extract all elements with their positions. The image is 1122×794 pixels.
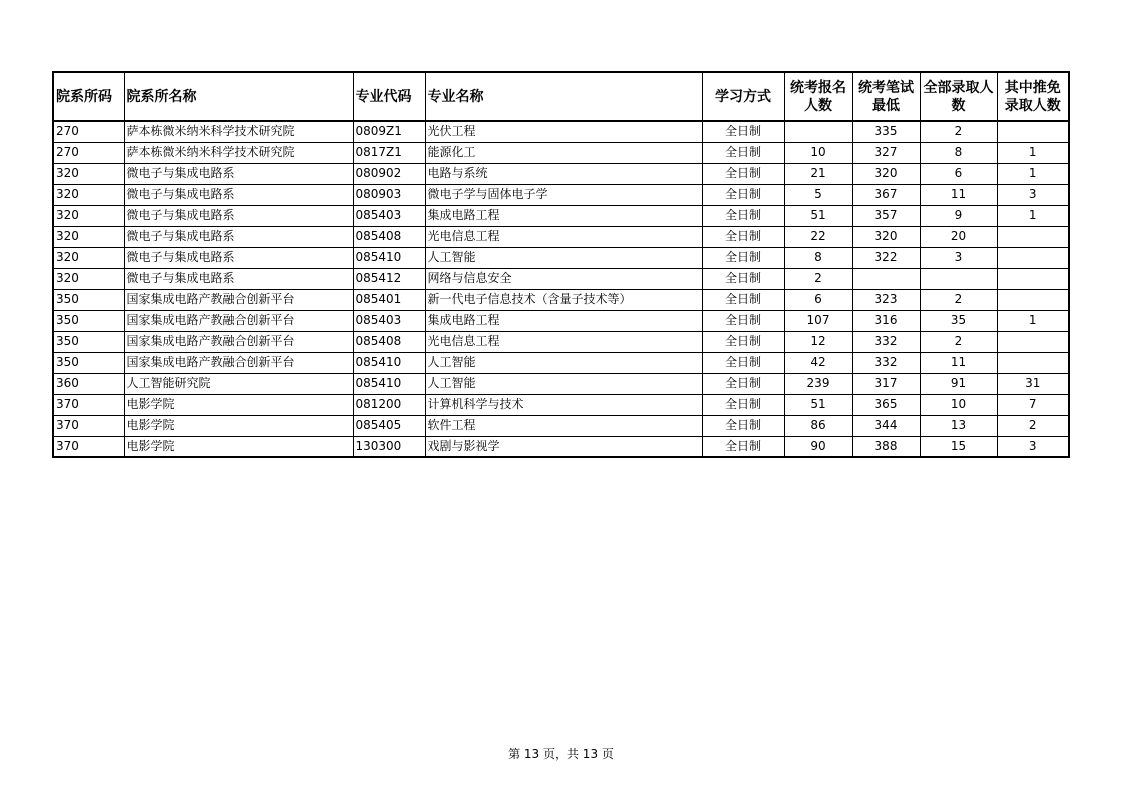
header-exempt: 其中推免录取人数: [997, 72, 1069, 121]
cell-study-mode: 全日制: [702, 394, 784, 415]
cell-dept-code: 360: [53, 373, 124, 394]
cell-min-score: 316: [852, 310, 920, 331]
cell-major-code: 080902: [353, 163, 425, 184]
table-row: [53, 184, 1069, 205]
cell-applicants: 2: [784, 268, 852, 289]
cell-study-mode: 全日制: [702, 226, 784, 247]
cell-exempt: 1: [997, 310, 1069, 331]
table-row: [53, 436, 1069, 457]
cell-major-name: 能源化工: [425, 142, 702, 163]
cell-major-code: 085410: [353, 247, 425, 268]
cell-major-code: 081200: [353, 394, 425, 415]
cell-admitted: 11: [920, 184, 997, 205]
cell-dept-code: 350: [53, 331, 124, 352]
cell-major-name: 戏剧与影视学: [425, 436, 702, 457]
table-body: [53, 121, 1069, 457]
cell-applicants: 90: [784, 436, 852, 457]
table-row: [53, 415, 1069, 436]
cell-major-name: 微电子学与固体电子学: [425, 184, 702, 205]
cell-min-score: [852, 268, 920, 289]
cell-applicants: 42: [784, 352, 852, 373]
cell-admitted: 2: [920, 121, 997, 142]
table-row: [53, 142, 1069, 163]
page-footer: 第 13 页，共 13 页: [508, 747, 614, 761]
cell-major-code: 130300: [353, 436, 425, 457]
table-header: [53, 72, 1069, 121]
cell-admitted: 35: [920, 310, 997, 331]
cell-exempt: 2: [997, 415, 1069, 436]
cell-major-code: 085405: [353, 415, 425, 436]
cell-dept-code: 320: [53, 163, 124, 184]
header-major-code: 专业代码: [353, 72, 425, 121]
cell-dept-code: 320: [53, 247, 124, 268]
cell-min-score: 320: [852, 226, 920, 247]
cell-dept-code: 350: [53, 289, 124, 310]
cell-exempt: 1: [997, 205, 1069, 226]
cell-min-score: 335: [852, 121, 920, 142]
cell-min-score: 388: [852, 436, 920, 457]
cell-exempt: [997, 226, 1069, 247]
cell-dept-name: 电影学院: [124, 394, 353, 415]
cell-study-mode: 全日制: [702, 163, 784, 184]
table-row: [53, 331, 1069, 352]
cell-min-score: 327: [852, 142, 920, 163]
admissions-table: [52, 71, 1070, 458]
cell-exempt: 3: [997, 184, 1069, 205]
cell-dept-code: 270: [53, 142, 124, 163]
cell-major-name: 集成电路工程: [425, 310, 702, 331]
cell-major-code: 085401: [353, 289, 425, 310]
cell-study-mode: 全日制: [702, 289, 784, 310]
cell-study-mode: 全日制: [702, 436, 784, 457]
cell-dept-name: 微电子与集成电路系: [124, 226, 353, 247]
cell-dept-code: 320: [53, 205, 124, 226]
cell-dept-code: 270: [53, 121, 124, 142]
cell-study-mode: 全日制: [702, 415, 784, 436]
cell-min-score: 367: [852, 184, 920, 205]
table-row: [53, 121, 1069, 142]
cell-major-name: 集成电路工程: [425, 205, 702, 226]
cell-dept-name: 微电子与集成电路系: [124, 184, 353, 205]
cell-major-code: 085410: [353, 352, 425, 373]
cell-study-mode: 全日制: [702, 247, 784, 268]
cell-dept-code: 320: [53, 268, 124, 289]
cell-admitted: 8: [920, 142, 997, 163]
cell-applicants: 21: [784, 163, 852, 184]
cell-exempt: [997, 352, 1069, 373]
cell-major-code: 085408: [353, 226, 425, 247]
cell-dept-code: 350: [53, 310, 124, 331]
cell-major-name: 人工智能: [425, 373, 702, 394]
cell-major-name: 网络与信息安全: [425, 268, 702, 289]
cell-major-code: 080903: [353, 184, 425, 205]
cell-applicants: 8: [784, 247, 852, 268]
cell-major-code: 0817Z1: [353, 142, 425, 163]
table-row: [53, 373, 1069, 394]
cell-exempt: [997, 289, 1069, 310]
cell-min-score: 332: [852, 331, 920, 352]
cell-dept-code: 370: [53, 436, 124, 457]
cell-admitted: 15: [920, 436, 997, 457]
table-row: [53, 247, 1069, 268]
table-row: [53, 205, 1069, 226]
cell-dept-name: 微电子与集成电路系: [124, 247, 353, 268]
cell-min-score: 320: [852, 163, 920, 184]
cell-exempt: 1: [997, 142, 1069, 163]
cell-applicants: 6: [784, 289, 852, 310]
cell-dept-name: 国家集成电路产教融合创新平台: [124, 310, 353, 331]
cell-major-name: 软件工程: [425, 415, 702, 436]
cell-applicants: 10: [784, 142, 852, 163]
cell-admitted: 11: [920, 352, 997, 373]
cell-major-code: 0809Z1: [353, 121, 425, 142]
cell-major-name: 电路与系统: [425, 163, 702, 184]
cell-dept-name: 微电子与集成电路系: [124, 205, 353, 226]
cell-dept-name: 人工智能研究院: [124, 373, 353, 394]
cell-admitted: 3: [920, 247, 997, 268]
cell-applicants: 22: [784, 226, 852, 247]
cell-min-score: 317: [852, 373, 920, 394]
cell-min-score: 357: [852, 205, 920, 226]
cell-admitted: 6: [920, 163, 997, 184]
cell-dept-code: 320: [53, 184, 124, 205]
cell-dept-code: 350: [53, 352, 124, 373]
cell-study-mode: 全日制: [702, 142, 784, 163]
table-row: [53, 310, 1069, 331]
table-row: [53, 226, 1069, 247]
cell-dept-name: 国家集成电路产教融合创新平台: [124, 289, 353, 310]
cell-admitted: 2: [920, 289, 997, 310]
cell-admitted: 20: [920, 226, 997, 247]
cell-admitted: 91: [920, 373, 997, 394]
cell-min-score: 322: [852, 247, 920, 268]
cell-major-code: 085410: [353, 373, 425, 394]
cell-major-name: 光电信息工程: [425, 331, 702, 352]
cell-exempt: 31: [997, 373, 1069, 394]
cell-dept-name: 国家集成电路产教融合创新平台: [124, 331, 353, 352]
cell-min-score: 344: [852, 415, 920, 436]
cell-admitted: [920, 268, 997, 289]
cell-dept-name: 微电子与集成电路系: [124, 163, 353, 184]
cell-study-mode: 全日制: [702, 352, 784, 373]
table-row: [53, 268, 1069, 289]
cell-applicants: 5: [784, 184, 852, 205]
cell-major-code: 085403: [353, 205, 425, 226]
table-row: [53, 352, 1069, 373]
cell-study-mode: 全日制: [702, 373, 784, 394]
cell-exempt: 3: [997, 436, 1069, 457]
cell-major-name: 人工智能: [425, 352, 702, 373]
header-admitted: 全部录取人数: [920, 72, 997, 121]
cell-min-score: 332: [852, 352, 920, 373]
cell-dept-code: 320: [53, 226, 124, 247]
cell-applicants: 239: [784, 373, 852, 394]
cell-min-score: 323: [852, 289, 920, 310]
header-dept-code: 院系所码: [53, 72, 124, 121]
cell-applicants: 86: [784, 415, 852, 436]
cell-exempt: 1: [997, 163, 1069, 184]
cell-major-name: 光电信息工程: [425, 226, 702, 247]
cell-admitted: 9: [920, 205, 997, 226]
cell-exempt: [997, 247, 1069, 268]
cell-dept-name: 电影学院: [124, 415, 353, 436]
header-row: [53, 72, 1069, 121]
cell-exempt: 7: [997, 394, 1069, 415]
cell-dept-name: 电影学院: [124, 436, 353, 457]
cell-major-name: 人工智能: [425, 247, 702, 268]
cell-admitted: 13: [920, 415, 997, 436]
cell-applicants: 12: [784, 331, 852, 352]
header-major-name: 专业名称: [425, 72, 702, 121]
cell-exempt: [997, 121, 1069, 142]
header-applicants: 统考报名人数: [784, 72, 852, 121]
cell-applicants: 51: [784, 205, 852, 226]
cell-major-name: 新一代电子信息技术（含量子技术等）: [425, 289, 702, 310]
cell-dept-code: 370: [53, 415, 124, 436]
cell-dept-name: 萨本栋微米纳米科学技术研究院: [124, 142, 353, 163]
header-min-score: 统考笔试最低: [852, 72, 920, 121]
cell-applicants: [784, 121, 852, 142]
cell-admitted: 10: [920, 394, 997, 415]
cell-admitted: 2: [920, 331, 997, 352]
cell-dept-name: 萨本栋微米纳米科学技术研究院: [124, 121, 353, 142]
table-row: [53, 394, 1069, 415]
cell-study-mode: 全日制: [702, 268, 784, 289]
cell-applicants: 107: [784, 310, 852, 331]
cell-dept-name: 微电子与集成电路系: [124, 268, 353, 289]
cell-dept-name: 国家集成电路产教融合创新平台: [124, 352, 353, 373]
cell-dept-code: 370: [53, 394, 124, 415]
cell-min-score: 365: [852, 394, 920, 415]
cell-exempt: [997, 331, 1069, 352]
cell-study-mode: 全日制: [702, 205, 784, 226]
table-row: [53, 163, 1069, 184]
cell-major-name: 计算机科学与技术: [425, 394, 702, 415]
cell-study-mode: 全日制: [702, 310, 784, 331]
cell-major-code: 085408: [353, 331, 425, 352]
cell-major-code: 085403: [353, 310, 425, 331]
cell-applicants: 51: [784, 394, 852, 415]
cell-major-code: 085412: [353, 268, 425, 289]
header-dept-name: 院系所名称: [124, 72, 353, 121]
cell-exempt: [997, 268, 1069, 289]
table-row: [53, 289, 1069, 310]
cell-study-mode: 全日制: [702, 331, 784, 352]
cell-study-mode: 全日制: [702, 184, 784, 205]
cell-study-mode: 全日制: [702, 121, 784, 142]
cell-major-name: 光伏工程: [425, 121, 702, 142]
header-study-mode: 学习方式: [702, 72, 784, 121]
